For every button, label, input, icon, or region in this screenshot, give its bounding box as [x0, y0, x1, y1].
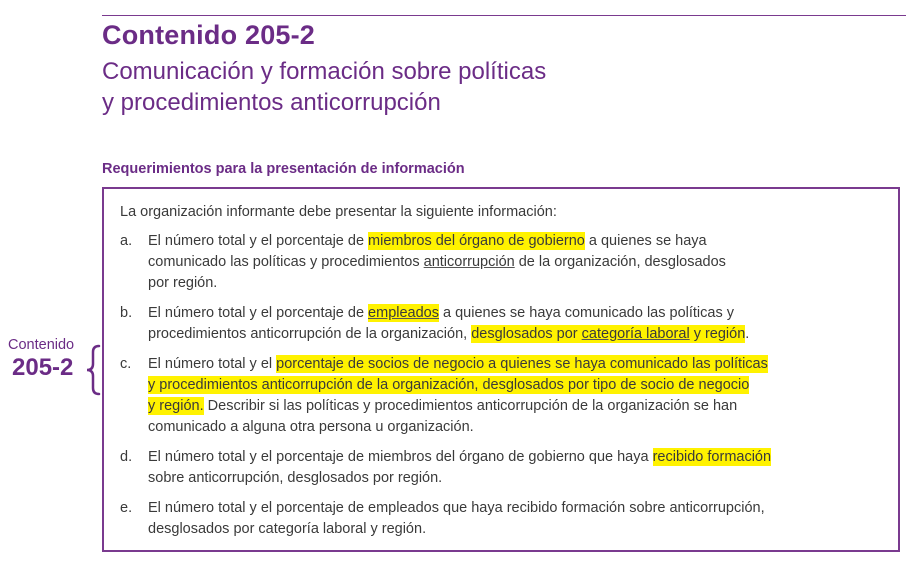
side-label: Contenido: [8, 337, 75, 353]
subtitle-line-1: Comunicación y formación sobre políticas: [102, 58, 547, 85]
item-text: El número total y el porcentaje de: [148, 305, 369, 321]
side-code: 205-2: [12, 354, 74, 381]
highlighted-text: desglosados por: [471, 326, 582, 342]
item-text: El número total y el porcentaje de: [148, 233, 369, 249]
highlighted-text: y región: [689, 326, 746, 342]
item-text: .: [745, 326, 750, 342]
page-subtitle: [102, 56, 546, 118]
item-text: procedimientos anticorrupción de la organización,: [148, 326, 472, 342]
underlined-text: anticorrupción: [423, 254, 515, 270]
highlighted-text: y región.: [148, 398, 204, 414]
highlighted-text: recibido formación: [652, 449, 772, 465]
item-text: El número total y el porcentaje de miembros del órgano de gobierno que haya: [148, 449, 653, 465]
highlighted-text: y procedimientos anticorrupción de la organización, desglosados por tipo de socio de negocio: [148, 377, 750, 393]
item-text: a quienes se haya: [584, 233, 707, 249]
item-letter: e.: [120, 500, 133, 516]
item-text: de la organización, desglosados: [514, 254, 726, 270]
requirements-intro: La organización informante debe presentar la siguiente información:: [120, 204, 557, 220]
requirements-heading: Requerimientos para la presentación de información: [102, 161, 465, 177]
highlighted-underlined-text: categoría laboral: [581, 326, 690, 342]
item-letter: b.: [120, 305, 133, 321]
item-text: sobre anticorrupción, desglosados por región.: [148, 470, 443, 486]
item-text: El número total y el porcentaje de empleados que haya recibido formación sobre anticorrupción,: [148, 500, 765, 516]
subtitle-line-2: y procedimientos anticorrupción: [102, 89, 441, 116]
item-text: comunicado a alguna otra persona u organización.: [148, 419, 474, 435]
item-letter: c.: [120, 356, 132, 372]
highlighted-text: empleados: [368, 305, 439, 321]
highlighted-text: miembros del órgano de gobierno: [368, 233, 585, 249]
top-rule: [102, 15, 906, 16]
item-letter: a.: [120, 233, 133, 249]
item-text: comunicado las políticas y procedimientos: [148, 254, 424, 270]
brace-icon: [85, 344, 101, 396]
item-text: por región.: [148, 275, 218, 291]
item-text: El número total y el: [148, 356, 277, 372]
item-letter: d.: [120, 449, 133, 465]
item-text: desglosados por categoría laboral y región.: [148, 521, 427, 537]
highlighted-text: porcentaje de socios de negocio a quienes se haya comunicado las políticas: [276, 356, 768, 372]
item-text: a quienes se haya comunicado las políticas y: [438, 305, 734, 321]
item-text: Describir si las políticas y procedimientos anticorrupción de la organización se han: [203, 398, 738, 414]
page-title: Contenido 205-2: [102, 20, 316, 50]
